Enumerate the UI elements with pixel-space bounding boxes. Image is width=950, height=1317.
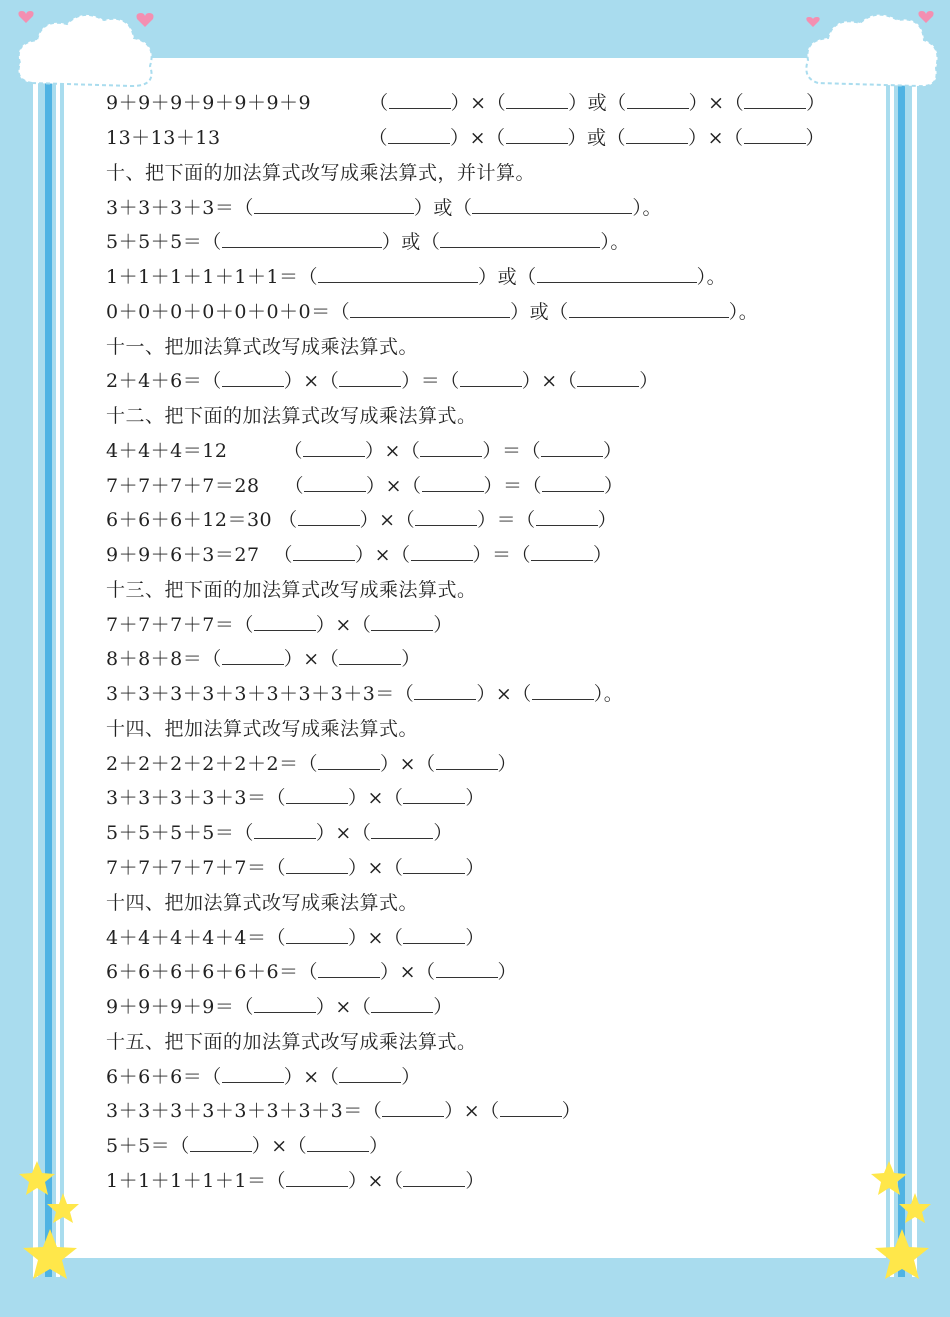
symbol-or: 或 [497, 266, 518, 288]
symbol-lp: （ [202, 370, 222, 392]
symbol-rp: ） [593, 544, 613, 566]
expression-text: 2＋2＋2＋2＋2＋2＝ [106, 753, 299, 775]
symbol-lp: （ [401, 475, 422, 497]
symbol-lp: （ [400, 440, 421, 462]
section-heading: 十、把下面的加法算式改写成乘法算式，并计算。 [106, 162, 536, 184]
symbol-rp: ） [364, 440, 385, 462]
answer-blank[interactable] [744, 129, 806, 144]
expression-text: 3＋3＋3＋3＋3＝ [106, 787, 267, 809]
symbol-lp: （ [516, 509, 536, 531]
symbol-times: × [374, 544, 391, 566]
symbol-rp: ） [315, 822, 336, 844]
expression-text: 9＋9＋9＋9＝ [106, 996, 235, 1018]
answer-blank[interactable] [254, 998, 316, 1013]
answer-blank[interactable] [472, 199, 632, 214]
symbol-lp: （ [319, 370, 340, 392]
answer-blank[interactable] [298, 511, 360, 526]
symbol-lp: （ [170, 1135, 190, 1157]
symbol-times: × [541, 370, 558, 392]
star-icon [18, 1160, 56, 1196]
answer-blank[interactable] [286, 789, 348, 804]
symbol-lp: （ [266, 857, 286, 879]
symbol-eq: ＝ [420, 370, 441, 392]
symbol-rp: ） [283, 1066, 304, 1088]
heart-icon [18, 10, 34, 24]
symbol-rp: ） [401, 1066, 421, 1088]
symbol-rp: ） [600, 231, 611, 253]
left-border-stripe [56, 80, 60, 1277]
symbol-rp: ） [476, 683, 496, 705]
section-heading: 十四、把加法算式改写成乘法算式。 [106, 718, 419, 740]
answer-blank[interactable] [371, 998, 433, 1013]
exercise-row [106, 370, 659, 392]
expression-text: 6＋6＋6＋12＝30 [106, 509, 273, 531]
symbol-times: × [303, 648, 320, 670]
answer-blank[interactable] [411, 546, 473, 561]
symbol-rp: ） [433, 996, 453, 1018]
symbol-lp: （ [383, 787, 404, 809]
answer-blank[interactable] [436, 963, 498, 978]
exercise-row [106, 614, 453, 636]
heart-icon [918, 10, 934, 24]
symbol-or: 或 [587, 127, 607, 149]
symbol-lp: （ [298, 961, 319, 983]
symbol-rp: ） [315, 614, 336, 636]
expression-text: 7＋7＋7＋7＝ [106, 614, 235, 636]
symbol-rp: ） [805, 127, 826, 149]
symbol-times: × [470, 92, 487, 114]
expression-text: 7＋7＋7＋7＋7＝ [106, 857, 267, 879]
expression-text: 8＋8＋8＝ [106, 648, 203, 670]
exercise-row [106, 544, 613, 566]
symbol-eq: ＝ [503, 475, 523, 497]
expression-text: 2＋4＋6＝ [106, 370, 203, 392]
answer-blank[interactable] [339, 650, 401, 665]
symbol-lp: （ [452, 197, 473, 219]
symbol-rp: ） [597, 509, 618, 531]
heart-icon [806, 16, 820, 28]
left-border-stripe [45, 80, 52, 1277]
expression-text: 3＋3＋3＋3＋3＋3＋3＋3＝ [106, 1100, 363, 1122]
exercise-row [106, 753, 517, 775]
symbol-rp: ） [510, 301, 530, 323]
left-border-stripe [33, 80, 38, 1277]
section-heading: 十二、把下面的加法算式改写成乘法算式。 [106, 405, 477, 427]
exercise-row [106, 822, 453, 844]
exercise-row [106, 787, 485, 809]
symbol-lp: （ [512, 683, 532, 705]
section-heading: 十五、把下面的加法算式改写成乘法算式。 [106, 1031, 477, 1053]
symbol-times: × [367, 1170, 384, 1192]
symbol-rp: ） [482, 440, 502, 462]
symbol-lp: （ [362, 1100, 383, 1122]
answer-blank[interactable] [460, 372, 522, 387]
symbol-rp: ） [497, 961, 518, 983]
answer-blank[interactable] [577, 372, 639, 387]
symbol-rp: ） [355, 544, 375, 566]
symbol-rp: ） [347, 1170, 368, 1192]
expression-text: 13＋13＋13 [106, 127, 221, 149]
expression-text: 5＋5＋5＋5＝ [106, 822, 235, 844]
symbol-lp: （ [440, 370, 460, 392]
symbol-lp: （ [415, 961, 436, 983]
expression-text: 3＋3＋3＋3＝ [106, 197, 235, 219]
symbol-eq: ＝ [492, 544, 512, 566]
answer-blank[interactable] [532, 685, 594, 700]
exercise-row [106, 92, 826, 114]
symbol-times: × [335, 822, 352, 844]
answer-blank[interactable] [403, 1172, 465, 1187]
symbol-rp: ） [369, 1135, 389, 1157]
exercise-row [106, 509, 617, 531]
expression-text: 0＋0＋0＋0＋0＋0＋0＝ [106, 301, 331, 323]
symbol-rp: ） [433, 822, 453, 844]
answer-blank[interactable] [222, 233, 382, 248]
answer-blank[interactable] [318, 755, 380, 770]
symbol-rp: ） [465, 787, 485, 809]
symbol-rp: ） [472, 544, 493, 566]
symbol-lp: （ [511, 544, 532, 566]
answer-blank[interactable] [414, 685, 476, 700]
exercise-row [106, 683, 623, 705]
answer-blank[interactable] [422, 477, 484, 492]
symbol-lp: （ [420, 231, 441, 253]
answer-blank[interactable] [415, 511, 477, 526]
symbol-rp: ） [696, 266, 707, 288]
symbol-lp: （ [369, 92, 389, 114]
symbol-times: × [469, 127, 486, 149]
symbol-times: × [303, 370, 320, 392]
answer-blank[interactable] [388, 129, 450, 144]
symbol-lp: （ [298, 753, 319, 775]
symbol-times: × [495, 683, 513, 705]
answer-blank[interactable] [403, 929, 465, 944]
answer-blank[interactable] [254, 824, 316, 839]
answer-blank[interactable] [389, 94, 451, 109]
symbol-rp: ） [561, 1100, 582, 1122]
symbol-lp: （ [383, 927, 404, 949]
answer-blank[interactable] [339, 1068, 401, 1083]
symbol-times: × [399, 753, 416, 775]
answer-blank[interactable] [307, 1137, 369, 1152]
answer-blank[interactable] [293, 546, 355, 561]
symbol-lp: （ [480, 1100, 500, 1122]
symbol-eq: ＝ [501, 440, 522, 462]
symbol-rp: ） [806, 92, 826, 114]
answer-blank[interactable] [190, 1137, 252, 1152]
answer-blank[interactable] [403, 859, 465, 874]
exercise-row [106, 927, 485, 949]
heart-icon [136, 12, 154, 28]
symbol-rp: ） [477, 509, 497, 531]
symbol-lp: （ [485, 127, 506, 149]
symbol-rp: ） [478, 266, 498, 288]
symbol-rp: ） [604, 475, 624, 497]
symbol-rp: ） [465, 857, 485, 879]
symbol-lp: （ [415, 753, 436, 775]
symbol-rp: ） [497, 753, 518, 775]
symbol-rp: ） [433, 614, 453, 636]
symbol-rp: ） [728, 301, 739, 323]
symbol-rp: ） [639, 370, 659, 392]
answer-blank[interactable] [304, 477, 366, 492]
symbol-lp: （ [521, 440, 541, 462]
symbol-rp: ） [444, 1100, 464, 1122]
exercise-row [106, 1135, 389, 1157]
exercise-row [106, 440, 622, 462]
symbol-rp: ） [602, 440, 623, 462]
symbol-rp: ） [347, 927, 368, 949]
symbol-lp: （ [549, 301, 569, 323]
symbol-rp: ） [401, 370, 421, 392]
answer-blank[interactable] [536, 511, 598, 526]
symbol-times: × [303, 1066, 320, 1088]
symbol-rp: ） [483, 475, 504, 497]
symbol-lp: （ [284, 475, 305, 497]
answer-blank[interactable] [350, 303, 510, 318]
symbol-rp: ） [315, 996, 336, 1018]
right-border-stripe [890, 80, 894, 1277]
symbol-rp: ） [593, 683, 604, 705]
answer-blank[interactable] [500, 1102, 562, 1117]
star-icon [874, 1228, 930, 1280]
symbol-lp: （ [390, 544, 411, 566]
symbol-rp: ） [381, 231, 402, 253]
answer-blank[interactable] [286, 859, 348, 874]
symbol-times: × [707, 127, 724, 149]
symbol-lp: （ [319, 1066, 340, 1088]
exercise-row [106, 961, 517, 983]
symbol-or: 或 [433, 197, 453, 219]
symbol-lp: （ [395, 509, 416, 531]
symbol-lp: （ [351, 822, 372, 844]
answer-blank[interactable] [420, 442, 482, 457]
exercise-row [106, 475, 624, 497]
symbol-rp: ） [366, 475, 386, 497]
answer-blank[interactable] [222, 372, 284, 387]
symbol-rp: ） [380, 961, 400, 983]
symbol-rp: ） [465, 1170, 485, 1192]
symbol-lp: （ [723, 127, 744, 149]
symbol-lp: （ [234, 614, 254, 636]
symbol-period: 。 [642, 197, 662, 219]
answer-blank[interactable] [382, 1102, 444, 1117]
symbol-eq: ＝ [496, 509, 517, 531]
symbol-rp: ） [521, 370, 542, 392]
exercise-row [106, 231, 630, 253]
answer-blank[interactable] [744, 94, 806, 109]
answer-blank[interactable] [569, 303, 729, 318]
expression-text: 3＋3＋3＋3＋3＋3＋3＋3＋3＝ [106, 683, 395, 705]
symbol-times: × [367, 927, 384, 949]
symbol-lp: （ [287, 1135, 308, 1157]
symbol-rp: ） [283, 370, 304, 392]
symbol-rp: ） [567, 127, 588, 149]
symbol-lp: （ [266, 787, 286, 809]
symbol-lp: （ [330, 301, 351, 323]
expression-text: 6＋6＋6＋6＋6＋6＝ [106, 961, 299, 983]
section-heading: 十一、把加法算式改写成乘法算式。 [106, 336, 419, 358]
symbol-lp: （ [607, 92, 627, 114]
symbol-period: 。 [706, 266, 727, 288]
symbol-lp: （ [202, 1066, 222, 1088]
symbol-times: × [399, 961, 416, 983]
symbol-rp: ） [359, 509, 380, 531]
symbol-rp: ） [688, 92, 709, 114]
symbol-rp: ） [251, 1135, 272, 1157]
symbol-rp: ） [450, 92, 471, 114]
answer-blank[interactable] [339, 372, 401, 387]
answer-blank[interactable] [303, 442, 365, 457]
expression-text: 7＋7＋7＋7＝28 [106, 475, 260, 497]
symbol-times: × [271, 1135, 288, 1157]
section-heading: 十四、把加法算式改写成乘法算式。 [106, 892, 419, 914]
answer-blank[interactable] [222, 1068, 284, 1083]
expression-text: 9＋9＋6＋3＝27 [106, 544, 260, 566]
symbol-lp: （ [234, 996, 254, 1018]
section-heading: 十三、把下面的加法算式改写成乘法算式。 [106, 579, 477, 601]
answer-blank[interactable] [506, 129, 568, 144]
symbol-lp: （ [234, 197, 254, 219]
answer-blank[interactable] [542, 477, 604, 492]
symbol-rp: ） [413, 197, 434, 219]
answer-blank[interactable] [318, 268, 478, 283]
answer-blank[interactable] [286, 929, 348, 944]
symbol-lp: （ [383, 1170, 404, 1192]
symbol-rp: ） [380, 753, 400, 775]
symbol-lp: （ [517, 266, 537, 288]
symbol-times: × [708, 92, 725, 114]
star-icon [22, 1228, 78, 1280]
answer-blank[interactable] [440, 233, 600, 248]
symbol-rp: ） [632, 197, 643, 219]
expression-text: 6＋6＋6＝ [106, 1066, 203, 1088]
symbol-times: × [385, 475, 402, 497]
symbol-period: 。 [603, 683, 624, 705]
symbol-rp: ） [450, 127, 470, 149]
answer-blank[interactable] [541, 442, 603, 457]
symbol-lp: （ [202, 231, 222, 253]
expression-text: 5＋5＝ [106, 1135, 171, 1157]
symbol-lp: （ [319, 648, 340, 670]
answer-blank[interactable] [371, 616, 433, 631]
right-border-stripe [898, 80, 905, 1277]
symbol-lp: （ [522, 475, 543, 497]
expression-text: 4＋4＋4＝12 [106, 440, 228, 462]
expression-text: 1＋1＋1＋1＋1＝ [106, 1170, 267, 1192]
symbol-times: × [384, 440, 401, 462]
answer-blank[interactable] [254, 199, 414, 214]
symbol-or: 或 [401, 231, 421, 253]
answer-blank[interactable] [537, 268, 697, 283]
answer-blank[interactable] [222, 650, 284, 665]
symbol-rp: ） [688, 127, 708, 149]
answer-blank[interactable] [254, 616, 316, 631]
symbol-lp: （ [351, 996, 372, 1018]
symbol-lp: （ [557, 370, 578, 392]
symbol-times: × [379, 509, 396, 531]
exercise-row [106, 301, 758, 323]
symbol-times: × [335, 614, 352, 636]
symbol-lp: （ [724, 92, 745, 114]
symbol-or: 或 [529, 301, 550, 323]
expression-text: 9＋9＋9＋9＋9＋9＋9 [106, 92, 312, 114]
expression-text: 1＋1＋1＋1＋1＋1＝ [106, 266, 299, 288]
symbol-rp: ） [401, 648, 421, 670]
star-icon [898, 1192, 932, 1224]
symbol-lp: （ [368, 127, 389, 149]
star-icon [46, 1192, 80, 1224]
symbol-period: 。 [738, 301, 759, 323]
answer-blank[interactable] [626, 129, 688, 144]
answer-blank[interactable] [286, 1172, 348, 1187]
symbol-lp: （ [486, 92, 507, 114]
symbol-rp: ） [465, 927, 485, 949]
symbol-rp: ） [347, 787, 368, 809]
answer-blank[interactable] [627, 94, 689, 109]
star-icon [870, 1160, 908, 1196]
symbol-lp: （ [202, 648, 222, 670]
symbol-lp: （ [383, 857, 404, 879]
symbol-lp: （ [394, 683, 415, 705]
symbol-period: 。 [610, 231, 630, 253]
expression-text: 5＋5＋5＝ [106, 231, 203, 253]
answer-blank[interactable] [403, 789, 465, 804]
symbol-times: × [367, 857, 384, 879]
symbol-lp: （ [234, 822, 254, 844]
symbol-lp: （ [273, 544, 294, 566]
exercise-row [106, 1066, 421, 1088]
symbol-times: × [335, 996, 352, 1018]
exercise-row [106, 857, 485, 879]
answer-blank[interactable] [436, 755, 498, 770]
answer-blank[interactable] [506, 94, 568, 109]
exercise-row [106, 1100, 581, 1122]
answer-blank[interactable] [371, 824, 433, 839]
symbol-lp: （ [298, 266, 319, 288]
expression-text: 4＋4＋4＋4＋4＝ [106, 927, 267, 949]
symbol-lp: （ [283, 440, 303, 462]
symbol-times: × [367, 787, 384, 809]
exercise-row [106, 266, 726, 288]
symbol-lp: （ [266, 927, 286, 949]
right-border-stripe [912, 80, 917, 1277]
symbol-rp: ） [347, 857, 368, 879]
symbol-times: × [463, 1100, 481, 1122]
answer-blank[interactable] [318, 963, 380, 978]
exercise-row [106, 996, 453, 1018]
exercise-row [106, 1170, 485, 1192]
symbol-lp: （ [606, 127, 627, 149]
symbol-or: 或 [587, 92, 608, 114]
symbol-lp: （ [351, 614, 372, 636]
symbol-lp: （ [278, 509, 298, 531]
answer-blank[interactable] [531, 546, 593, 561]
symbol-rp: ） [283, 648, 304, 670]
exercise-row [106, 648, 421, 670]
exercise-row [106, 127, 825, 149]
symbol-lp: （ [266, 1170, 286, 1192]
exercise-row [106, 197, 662, 219]
symbol-rp: ） [568, 92, 588, 114]
